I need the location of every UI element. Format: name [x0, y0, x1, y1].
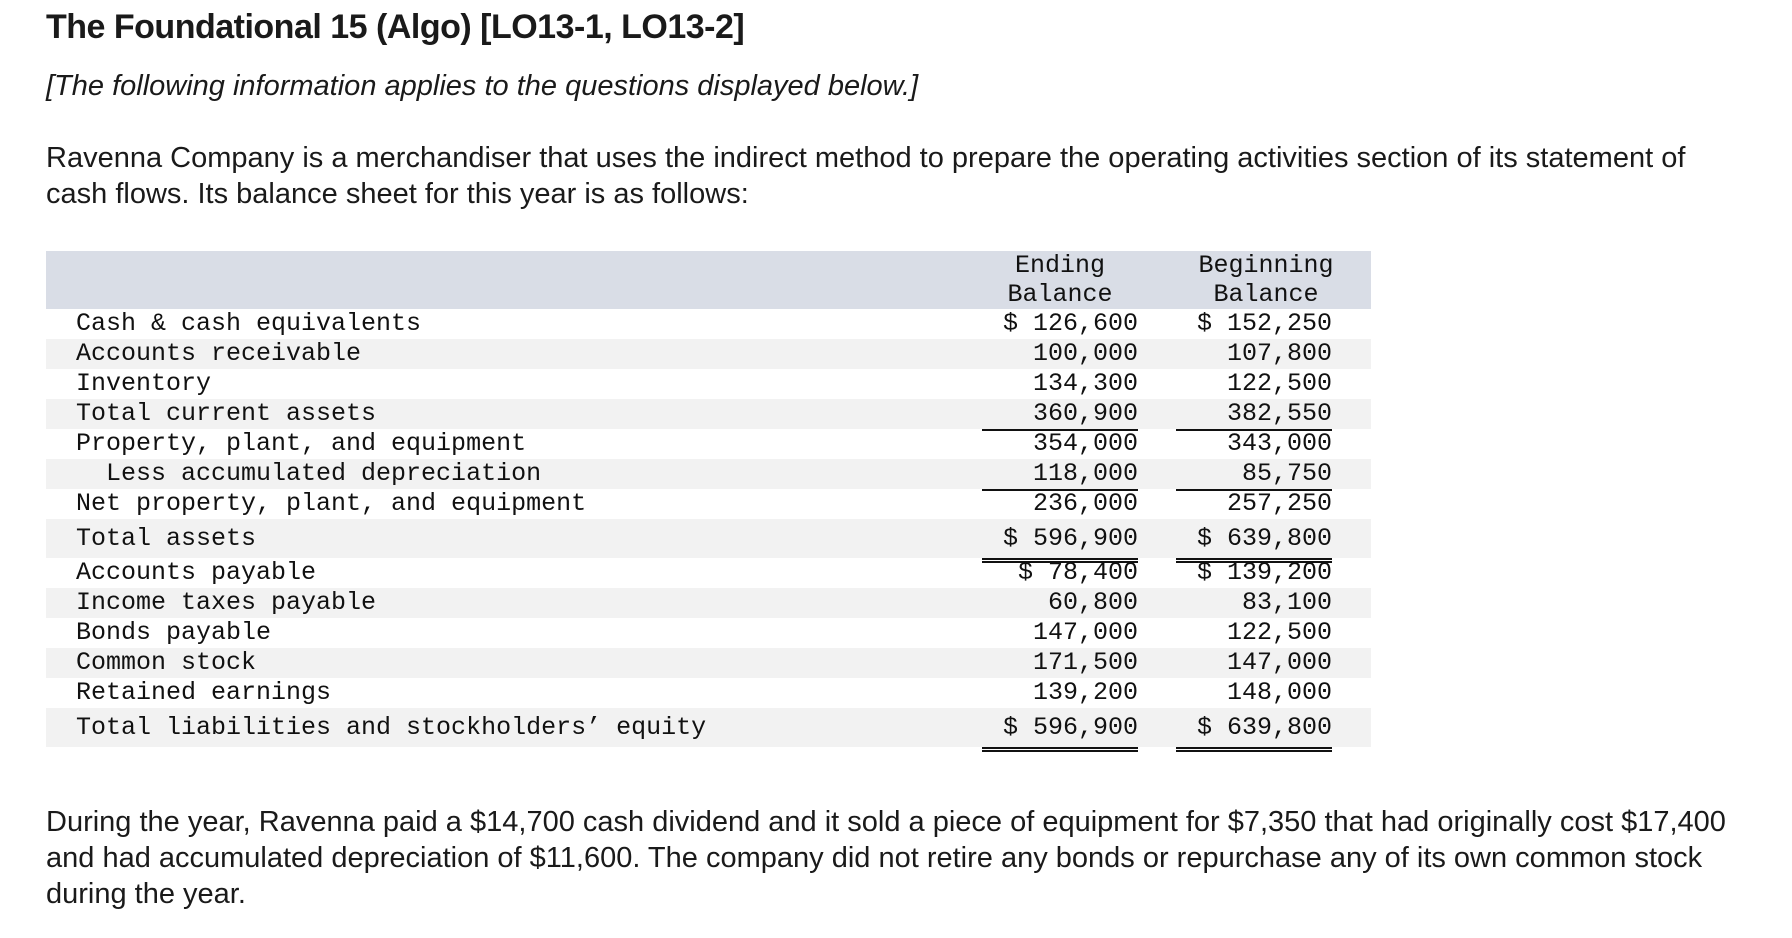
row-label: Accounts receivable: [76, 339, 362, 368]
ending-value: 100,000: [1032, 339, 1138, 368]
row-inventory: [46, 369, 1371, 399]
row-cash: [46, 309, 1371, 339]
row-bonds-payable: [46, 618, 1371, 648]
row-label: Property, plant, and equipment: [76, 429, 527, 458]
beginning-value: 122,500: [1176, 369, 1332, 401]
row-label: Total current assets: [76, 399, 377, 428]
ending-value: 118,000: [982, 459, 1138, 491]
row-total-current-assets: [46, 399, 1371, 429]
ending-value: $ 596,900: [982, 519, 1138, 563]
ending-value: 139,200: [982, 678, 1138, 710]
ending-value: 354,000: [1032, 429, 1138, 458]
row-total-assets: [46, 519, 1371, 558]
beginning-value: 83,100: [1241, 588, 1332, 617]
row-accounts-receivable: [46, 339, 1371, 369]
row-label: Bonds payable: [76, 618, 272, 647]
closing-paragraph: During the year, Ravenna paid a $14,700 cash dividend and it sold a piece of equipment for $7,350 that had originally cost $17,400 and had accumulated depreciation of $11,600. The company did not retire any bonds or repurchase any of its own common stock during the year.: [46, 806, 1726, 910]
row-ppe: [46, 429, 1371, 459]
ending-value: 147,000: [1032, 618, 1138, 647]
beginning-value: $ 639,800: [1176, 708, 1332, 752]
ending-value: 360,900: [982, 399, 1138, 431]
row-net-ppe: [46, 489, 1371, 519]
row-label: Total assets: [76, 524, 257, 553]
row-label: Cash & cash equivalents: [76, 309, 422, 338]
beginning-value: 148,000: [1176, 678, 1332, 710]
beginning-value: 257,250: [1176, 489, 1332, 521]
row-label: Retained earnings: [76, 678, 332, 707]
row-total-liabilities-equity: [46, 708, 1371, 747]
beginning-value: 85,750: [1176, 459, 1332, 491]
page-title: The Foundational 15 (Algo) [LO13-1, LO13-2]: [46, 8, 745, 46]
row-label: Common stock: [76, 648, 257, 677]
row-label: Inventory: [76, 369, 212, 398]
beginning-value: $ 152,250: [1196, 309, 1332, 338]
table-header: [46, 251, 1371, 309]
ending-value: $ 78,400: [1017, 558, 1138, 587]
row-label: Net property, plant, and equipment: [76, 489, 587, 518]
ending-value: $ 596,900: [982, 708, 1138, 752]
row-accumulated-depreciation: [46, 459, 1371, 489]
row-income-taxes-payable: [46, 588, 1371, 618]
beginning-value: 382,550: [1176, 399, 1332, 431]
row-common-stock: [46, 648, 1371, 678]
header-beginning-balance: Beginning Balance: [1198, 251, 1334, 309]
balance-sheet-table: [46, 251, 1371, 747]
header-ending-balance: Ending Balance: [1007, 251, 1113, 309]
ending-value: 60,800: [1047, 588, 1138, 617]
row-label: Total liabilities and stockholders’ equity: [76, 713, 707, 742]
info-note: [The following information applies to the questions displayed below.]: [46, 70, 919, 102]
beginning-value: $ 639,800: [1176, 519, 1332, 563]
intro-paragraph: Ravenna Company is a merchandiser that uses the indirect method to prepare the operating activities section of its statement of cash flows. Its balance sheet for this year is as follows:: [46, 142, 1686, 210]
ending-value: 134,300: [982, 369, 1138, 401]
ending-value: 236,000: [982, 489, 1138, 521]
ending-value: $ 126,600: [1002, 309, 1138, 338]
beginning-value: 343,000: [1226, 429, 1332, 458]
row-label: Income taxes payable: [76, 588, 377, 617]
beginning-value: 147,000: [1226, 648, 1332, 677]
row-label: Accounts payable: [76, 558, 317, 587]
beginning-value: 107,800: [1226, 339, 1332, 368]
beginning-value: 122,500: [1226, 618, 1332, 647]
row-label: Less accumulated depreciation: [76, 459, 542, 488]
ending-value: 171,500: [1032, 648, 1138, 677]
row-accounts-payable: [46, 558, 1371, 588]
beginning-value: $ 139,200: [1196, 558, 1332, 587]
row-retained-earnings: [46, 678, 1371, 708]
